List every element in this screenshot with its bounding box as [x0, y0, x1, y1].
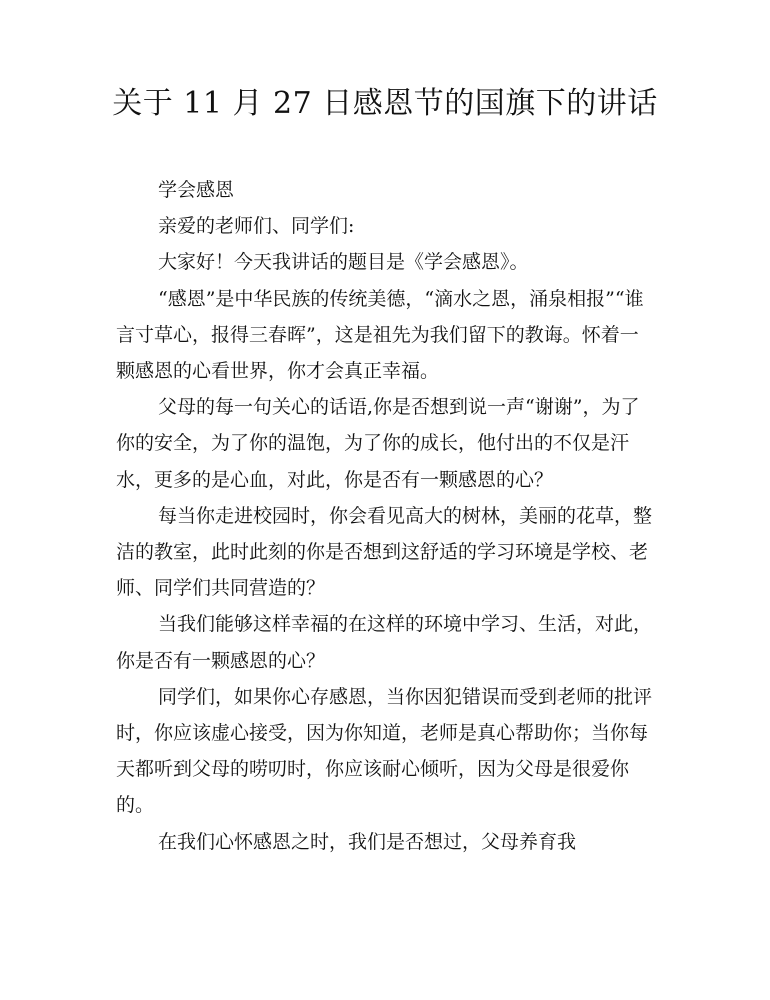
- paragraph: 父母的每一句关心的话语,你是否想到说一声“谢谢”，为了你的安全，为了你的温饱，为了你的成长，他付出的不仅是汗水，更多的是心血，对此，你是否有一颗感恩的心？: [116, 396, 640, 491]
- paragraph: “感恩”是中华民族的传统美德，“滴水之恩，涌泉相报”“谁言寸草心，报得三春晖”，这是祖先为我们留下的教诲。怀着一颗感恩的心看世界，你才会真正幸福。: [116, 287, 644, 383]
- document-title: 关于 11 月 27 日感恩节的国旗下的讲话: [112, 86, 658, 121]
- document-body: [116, 172, 656, 860]
- paragraph: 每当你走进校园时，你会看见高大的树林，美丽的花草，整洁的教室，此时此刻的你是否想到这舒适的学习环境是学校、老师、同学们共同营造的？: [116, 504, 653, 600]
- paragraph-heading: 学会感恩: [158, 179, 235, 201]
- paragraph: 同学们，如果你心存感恩，当你因犯错误而受到老师的批评时，你应该虚心接受，因为你知道，老师是真心帮助你；当你每天都听到父母的唠叨时，你应该耐心倾听，因为父母是很爱你的。: [116, 685, 653, 817]
- paragraph-greeting: 大家好！今天我讲话的题目是《学会感恩》。: [158, 251, 529, 274]
- paragraph: 在我们心怀感恩之时，我们是否想过，父母养育我: [158, 830, 577, 853]
- paragraph-salutation: 亲爱的老师们、同学们:: [158, 215, 355, 238]
- paragraph: 当我们能够这样幸福的在这样的环境中学习、生活，对此，你是否有一颗感恩的心？: [116, 613, 653, 672]
